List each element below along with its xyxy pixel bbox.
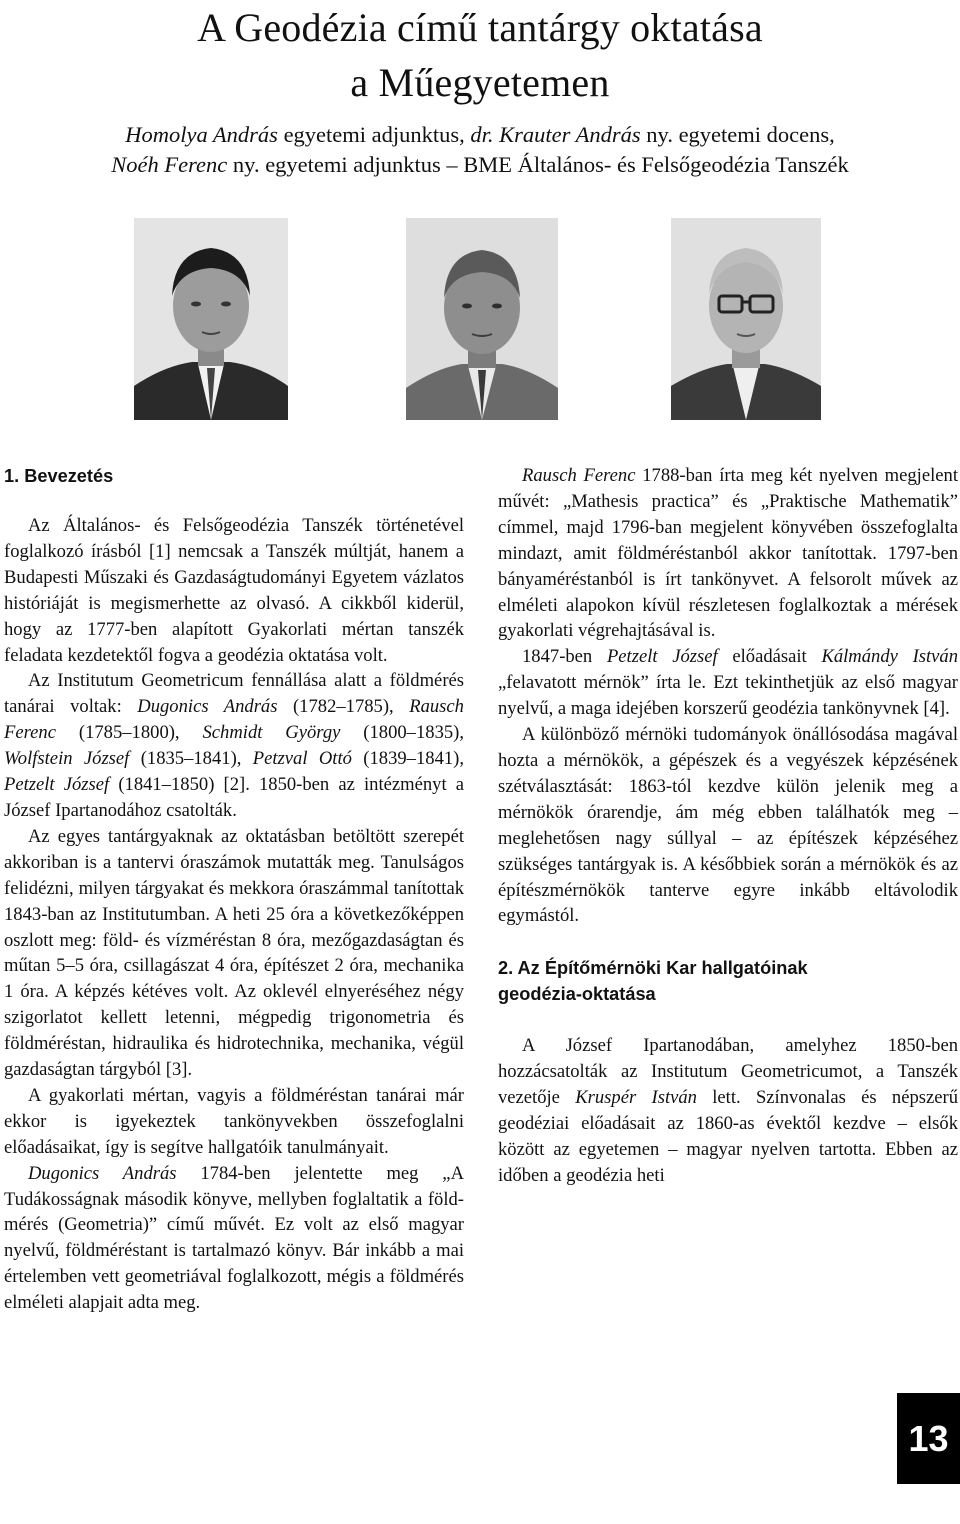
paragraph: Dugonics András 1784-ben jelentette meg „A Tudákosságnak második könyve, mellyben foglaltatik a föld-mérés (Geometria)” című művét. Ez volt az első magyar nyelvű, földméréstant is tartalmazó könyv. Bár inkább a mai értelemben vett geometriával foglalkozott, mégis a földmérés elméleti alapjait adta meg. [4, 1162, 464, 1314]
section-heading: 2. Az Építőmérnöki Kar hallgatóinak geodézia-oktatása [498, 958, 808, 1005]
author-role: egyetemi adjunktus, [277, 122, 471, 147]
paragraph: Az Institutum Geometricum fennállása alatt a földmérés tanárai voltak: Dugonics András (1782–1785), Rausch Ferenc (1785–1800), Schmidt György (1800–1835), Wolfstein József (1835–1841), Petzval Ottó (1839–1841), Petzelt József (1841–1850) [2]. 1850-ben az intézményt a József Ipartanodához csatolták. [4, 670, 465, 821]
title-line-2: a Műegyetemen [350, 60, 610, 105]
article-title [0, 0, 960, 110]
title-line-1: A Geodézia című tantárgy oktatása [197, 5, 763, 50]
text-column-left [4, 463, 464, 1316]
author-name: Noéh Ferenc [111, 152, 228, 177]
author-portrait-photo [134, 218, 288, 420]
author-line-2 [0, 150, 960, 180]
author-portrait-photo [406, 218, 558, 420]
paragraph: Rausch Ferenc 1788-ban írta meg két nyelven megjelent művét: „Mathesis practica” és „Praktische Mathematik” címmel, majd 1796-ban megjelent könyvében összefoglalta mindazt, amit földméréstanból akkor tanítottak. 1797-ben bányaméréstanból is írt tankönyvet. A felsorolt művek az elméleti alapokon kívül részletesen foglalkoztak a mérések gyakorlati végrehajtásával is. [498, 465, 958, 642]
paragraph: A József Ipartanodában, amelyhez 1850-ben hozzácsatolták az Institutum Geometricumot, a Tanszék vezetője Kruspér István lett. Színvonalas és népszerű geodéziai előadásait az 1860-as évektől kezdve – elsők között az egyetemen – magyar nyelven tartotta. Ebben az időben a geodézia heti [498, 1035, 958, 1186]
author-byline [0, 120, 960, 180]
author-name: Krauter András [499, 122, 641, 147]
portrait-figure [406, 218, 558, 420]
page-number: 13 [897, 1393, 960, 1484]
author-portrait-photo [671, 218, 821, 420]
paragraph: A gyakorlati mértan, vagyis a földméréstan tanárai már ekkor is igyekeztek tankönyvekben összefoglalni előadásaikat, így is segítve hallgatóik tanulmányait. [4, 1084, 464, 1158]
paragraph: Az Általános- és Felsőgeodézia Tanszék történetével foglalkozó írásból [1] nemcsak a Tanszék múltját, hanem a Budapesti Műszaki és Gazdaságtudományi Egyetem vázlatos históriáját is megismerhette az olvasó. A cikkből kiderül, hogy az 1777-ben alapított Gyakorlati mértan tanszék feladata kezdetektől fogva a geodézia oktatása volt. [4, 515, 464, 666]
portrait-figure [134, 218, 288, 420]
paragraph: A különböző mérnöki tudományok önállósodása magával hozta a mérnökök, a gépészek és a vegyészek képzésének szétválasztását: 1863-tól kezdve külön jelenik meg a mérnökök órarendje, ám még ebben találhatók meg – meglehetősen nagy súllyal – az építészek képzéséhez szükséges tantárgyak is. A későbbiek során a mérnökök és az építészmérnökök tanterve egyre inkább eltávolodik egymástól. [498, 724, 958, 927]
author-role: ny. egyetemi adjunktus – BME Általános- és Felsőgeodézia Tanszék [227, 152, 849, 177]
author-name: Homolya András [125, 122, 278, 147]
author-role: ny. egyetemi docens, [640, 122, 835, 147]
section-heading: 1. Bevezetés [4, 466, 114, 486]
portrait-figure [671, 218, 821, 420]
paragraph: Az egyes tantárgyaknak az oktatásban betöltött szerepét akkoriban is a tantervi óraszámok mutatták meg. Tanulságos felidézni, milyen tárgyakat és mekkora óraszámmal tanítottak 1843-ban az Institutumban. A heti 25 óra a következőképpen oszlott meg: föld- és vízméréstan 8 óra, mezőgazdaságtan és műtan 5–5 óra, csillagászat 4 óra, építészet 2 óra, mechanika 1 óra. A képzés kétéves volt. Az oklevél elnyeréséhez négy szigorlatot kellett letenni, mégpedig trigonometria és földméréstan, hidraulika és hidrotechnika, mechanika, végül gazdaságtan tárgyból [3]. [4, 825, 464, 1081]
author-prefix: dr. [470, 122, 500, 147]
paragraph: 1847-ben Petzelt József előadásait Kálmándy István „felavatott mérnök” írta le. Ezt tekinthetjük az első magyar nyelvű, a maga idejében korszerű geodézia tankönyvnek [4]. [498, 646, 959, 720]
author-line-1 [0, 120, 960, 150]
text-column-right [498, 463, 958, 1189]
